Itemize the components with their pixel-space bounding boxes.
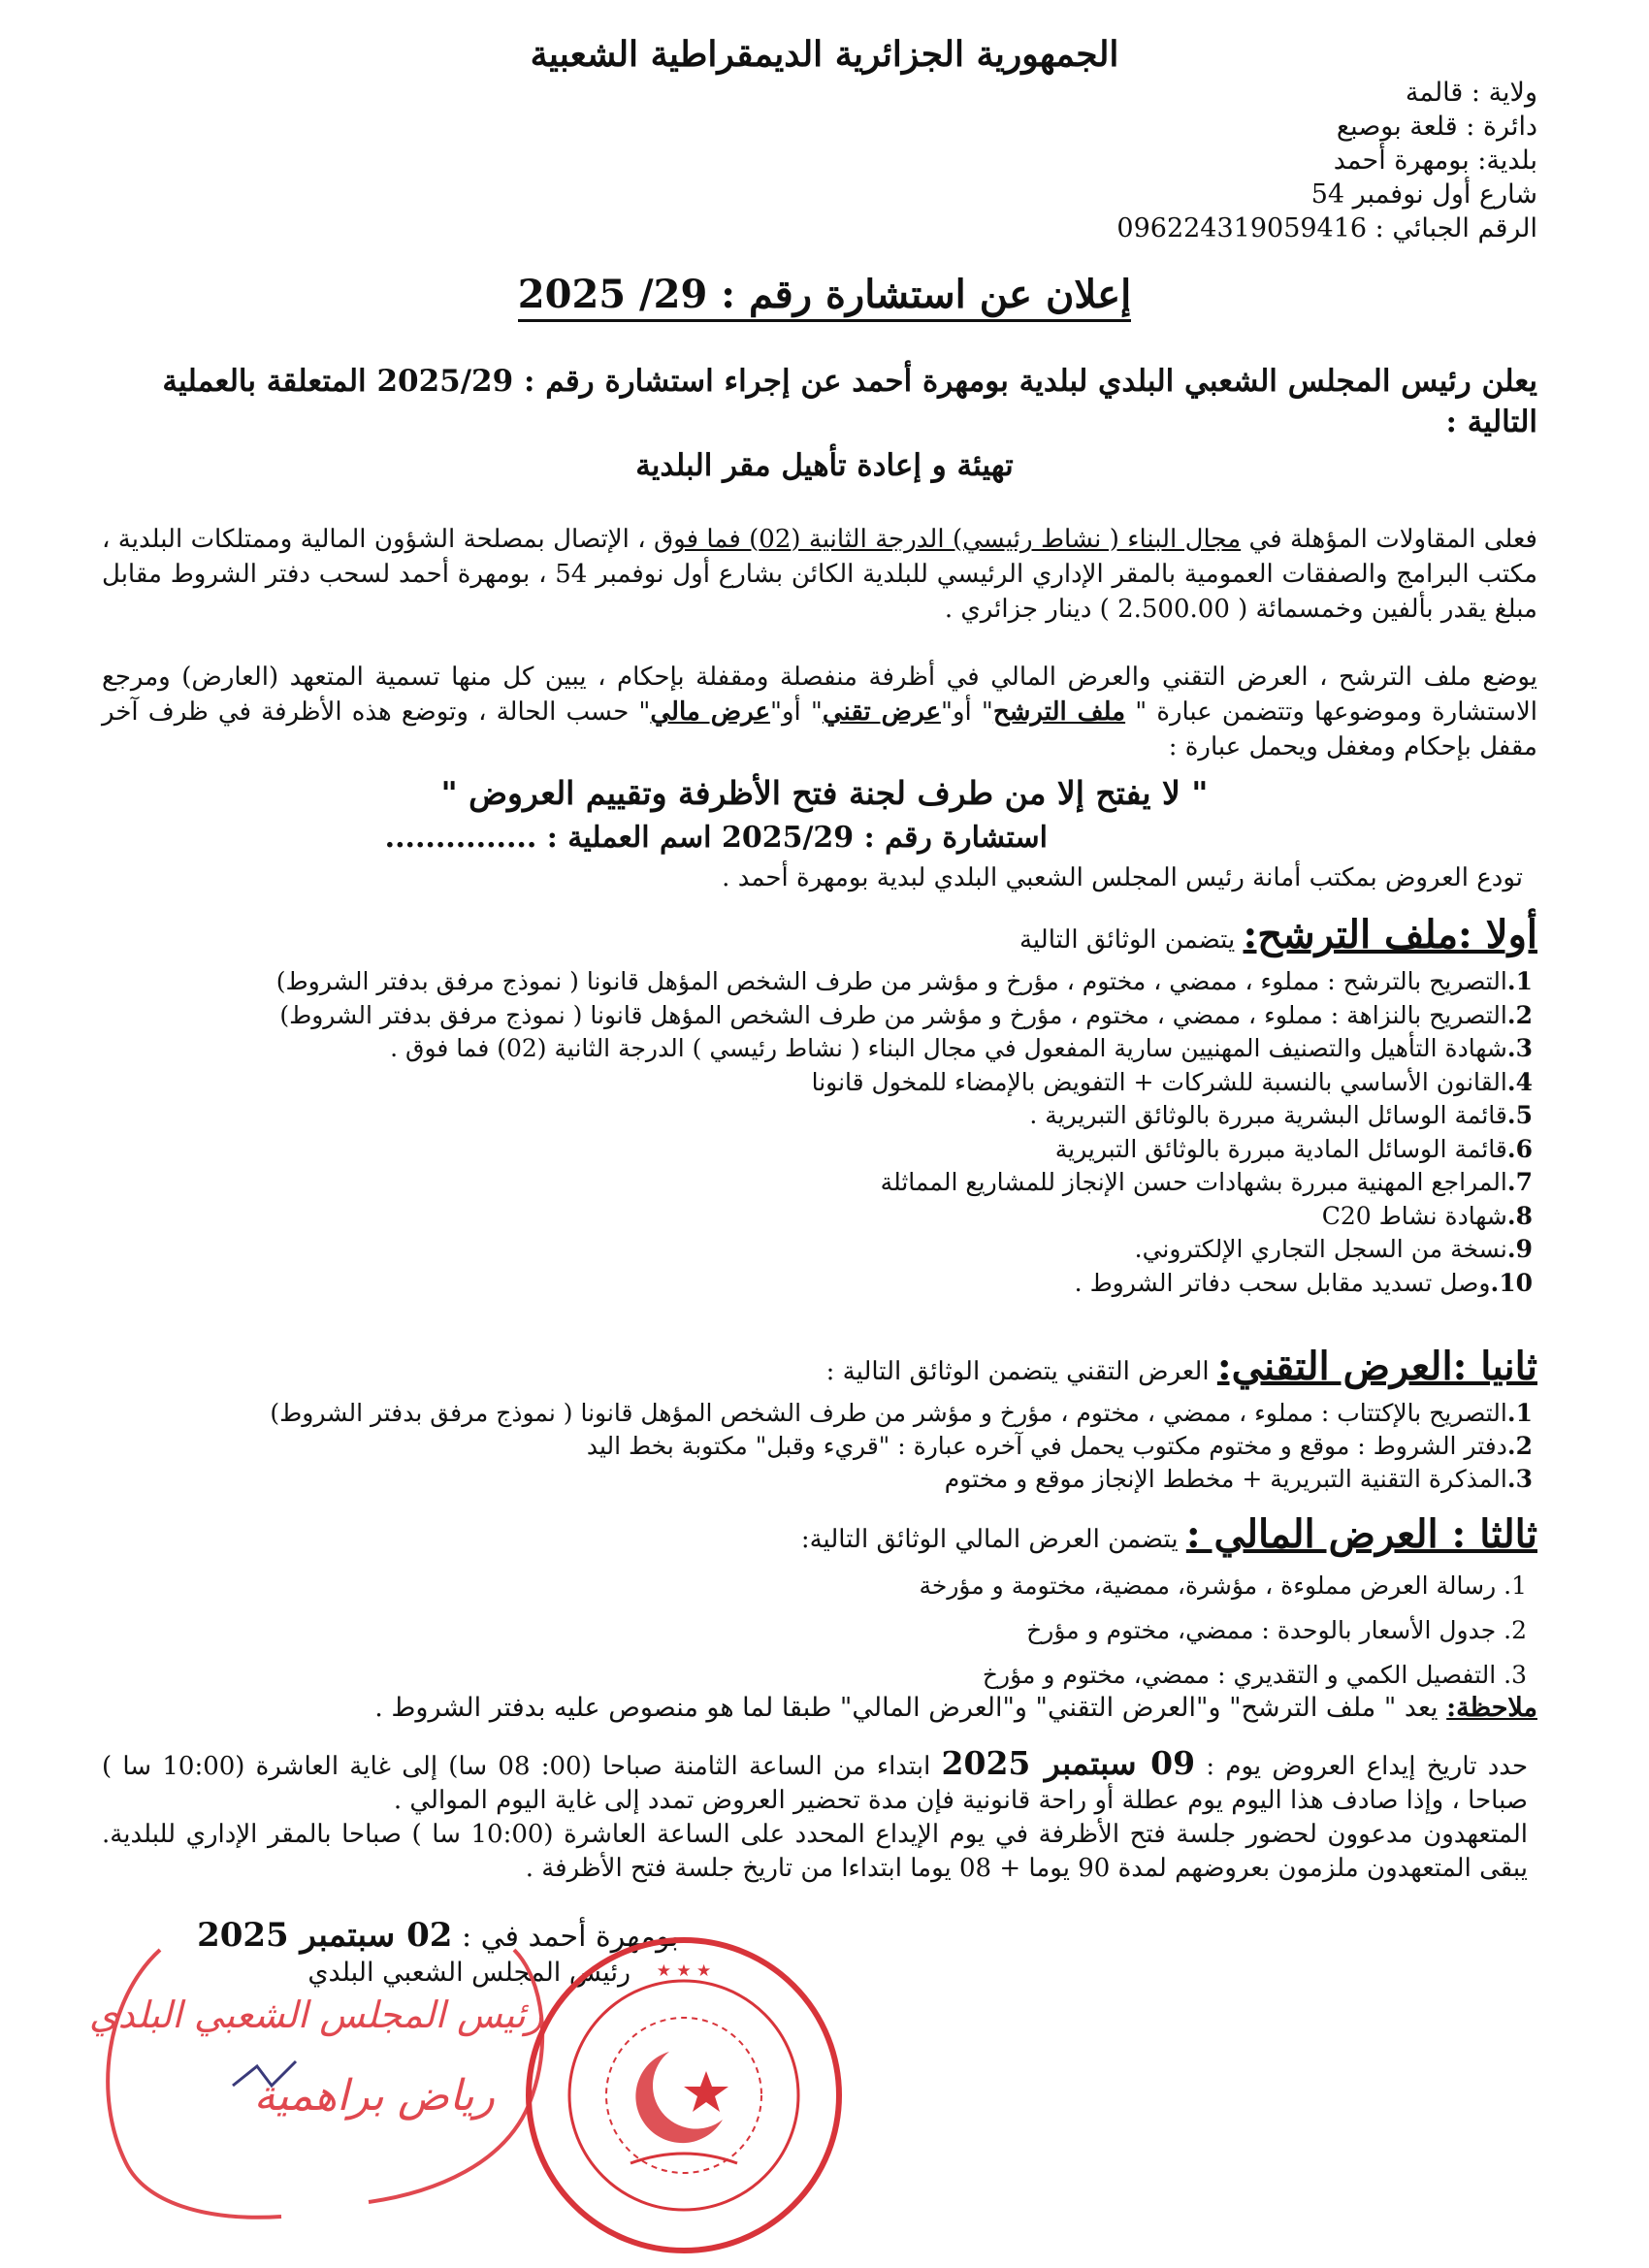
section-financial-heading <box>801 1511 1537 1557</box>
issuer-header <box>858 76 1537 245</box>
list-item <box>87 1267 1533 1301</box>
eligibility-text-a: فعلى المقاولات المؤهلة في <box>1241 525 1537 554</box>
note-text: يعد " ملف الترشح" و"العرض التقني" و"العرض المالي" طبقا لما هو منصوص عليه بدفتر الشروط . <box>374 1693 1447 1723</box>
note-line <box>374 1693 1537 1723</box>
list-item <box>87 1608 1533 1653</box>
item-number: 3. <box>1504 1661 1527 1689</box>
item-text: التفصيل الكمي و التقديري : ممضي، مختوم و مؤرخ <box>982 1661 1497 1689</box>
section-financial-sub: يتضمن العرض المالي الوثائق التالية: <box>800 1525 1179 1554</box>
list-item <box>87 1397 1533 1430</box>
item-number: 1. <box>1506 967 1533 995</box>
street-line: شارع أول نوفمبر 54 <box>1310 179 1537 210</box>
item-text: وصل تسديد مقابل سحب دفاتر الشروط . <box>1074 1268 1491 1297</box>
stamp-outer-ring <box>529 1940 839 2251</box>
item-text: القانون الأساسي بالنسبة للشركات + التفويض بالإمضاء للمخول قانونا <box>811 1067 1507 1096</box>
item-number: 7. <box>1506 1168 1533 1196</box>
candidacy-documents-list <box>87 965 1533 1300</box>
stamp-inner-ring <box>569 1981 798 2210</box>
official-stamp <box>514 1926 854 2265</box>
star-icon <box>684 2071 728 2112</box>
envelopes-text-g: " حسب الحالة ، وتوضع هذه الأظرفة في ظرف آخر مقفل بإحكام ومغفل ويحمل عبارة : <box>102 697 1537 761</box>
list-item <box>87 1430 1533 1463</box>
item-number: 3. <box>1506 1034 1533 1062</box>
section-technical-title: ثانيا :العرض التقني: <box>1216 1344 1537 1389</box>
announcement-title-wrap <box>0 272 1649 317</box>
item-text: جدول الأسعار بالوحدة : ممضي، مختوم و مؤرخ <box>1026 1616 1497 1644</box>
list-item <box>87 1653 1533 1698</box>
list-item <box>87 1066 1533 1100</box>
deadline-text-a: حدد تاريخ إيداع العروض يوم : <box>1195 1752 1529 1781</box>
item-text: التصريح بالإكتتاب : مملوء ، ممضي ، مختوم ، مؤرخ و مؤشر من طرف الشخص المؤهل قانونا ( نموذج مرفق بدفتر الشروط) <box>270 1399 1507 1427</box>
envelopes-text-e: " أو" <box>770 697 823 727</box>
item-text: التصريح بالنزاهة : مملوء ، ممضي ، مختوم ، مؤرخ و مؤشر من طرف الشخص المؤهل قانونا ( نموذج مرفق بدفتر الشروط) <box>279 1000 1507 1029</box>
signoff-date: 02 سبتمبر 2025 <box>197 1916 453 1955</box>
tax-id-line: الرقم الجبائي : 096224319059416 <box>1116 213 1537 243</box>
operation-name: تهيئة و إعادة تأهيل مقر البلدية <box>635 448 1014 483</box>
deadline-date: 09 سبتمبر 2025 <box>941 1744 1196 1782</box>
item-text: نسخة من السجل التجاري الإلكتروني. <box>1134 1235 1507 1263</box>
item-number: 6. <box>1506 1134 1533 1163</box>
deadline-text-c: ابتداء من الساعة الثامنة صباحا (00: 08 سا) إلى غاية العاشرة (10:00 سا ) صباحا ، وإذا صادف هذا اليوم يوم عطلة أو راحة قانونية فإن مدة تحضير العروض تمدد إلى غاية اليوم الموالي . <box>102 1752 1528 1815</box>
item-text: قائمة الوسائل المادية مبررة بالوثائق التبريرية <box>1054 1134 1507 1163</box>
envelope-label-candidacy: ملف الترشح <box>992 697 1126 727</box>
eligibility-text-c: ، الإتصال بمصلحة الشؤون المالية وممتلكات البلدية ، مكتب البرامج والصفقات العمومية بالمقر الإداري الرئيسي للبلدية الكائن بشارع أول نوفمبر 54 ، بومهرة أحمد لسحب دفتر الشروط مقابل مبلغ يقدر بألفين وخمسمائة ( 2.500.00 ) دينار جزائري . <box>102 525 1538 624</box>
deposit-instruction: تودع العروض بمكتب أمانة رئيس المجلس الشعبي البلدي لبدية بومهرة أحمد . <box>722 863 1523 892</box>
item-text: شهادة نشاط C20 <box>1321 1201 1507 1230</box>
section-financial-title: ثالثا : العرض المالي : <box>1185 1511 1537 1557</box>
republic-title: الجمهورية الجزائرية الديمقراطية الشعبية <box>530 34 1119 75</box>
item-number: 2. <box>1506 1432 1533 1460</box>
signature-line-1: رئيس المجلس الشعبي البلدي <box>88 1993 543 2036</box>
stamp-text: ★ ★ ★ <box>656 1961 712 1981</box>
signature-line-2: رياض براهمية <box>253 2071 495 2121</box>
signoff-president-title: رئيس المجلس الشعبي البلدي <box>307 1958 630 1988</box>
list-item <box>87 965 1533 999</box>
section-candidacy-sub: يتضمن الوثائق التالية <box>1018 925 1236 955</box>
stamp-emblem-ring <box>606 2018 761 2173</box>
list-item <box>87 1233 1533 1267</box>
deadline-paragraph <box>102 1746 1528 1886</box>
daira-line: دائرة : قلعة بوصبع <box>1336 112 1537 142</box>
item-number: 1. <box>1506 1399 1533 1427</box>
item-number: 9. <box>1506 1235 1533 1263</box>
list-item <box>87 1200 1533 1234</box>
item-number: 8. <box>1506 1201 1533 1230</box>
intro-paragraph: يعلن رئيس المجلس الشعبي البلدي لبلدية بومهرة أحمد عن إجراء استشارة رقم : 2025/29 المتعلقة بالعملية التالية : <box>162 364 1537 439</box>
item-number: 10. <box>1490 1268 1533 1297</box>
eligibility-field: مجال البناء ( نشاط رئيسي) الدرجة الثانية (02) فما فوق <box>653 525 1242 554</box>
section-candidacy-heading <box>1019 912 1537 957</box>
signoff-place: بومهرة أحمد في : <box>452 1920 679 1954</box>
item-text: قائمة الوسائل البشرية مبررة بالوثائق التبريرية . <box>1029 1101 1507 1129</box>
announcement-title: إعلان عن استشارة رقم : 29/ 2025 <box>518 272 1131 322</box>
item-text: التصريح بالترشح : مملوء ، ممضي ، مختوم ، مؤرخ و مؤشر من طرف الشخص المؤهل قانونا ( نموذج مرفق بدفتر الشروط) <box>275 967 1507 995</box>
envelope-label-financial: عرض مالي <box>650 697 771 727</box>
list-item <box>87 1564 1533 1608</box>
eligibility-paragraph <box>102 522 1537 627</box>
envelopes-text-a: يوضع ملف الترشح ، العرض التقني والعرض المالي في أظرفة منفصلة ومقفلة بإحكام ، يبين كل منها تسمية المتعهد (العارض) ومرجع الاستشارة وموضوعها وتتضمن عبارة " <box>102 663 1538 727</box>
item-number: 2. <box>1506 1000 1533 1029</box>
item-text: شهادة التأهيل والتصنيف المهنيين سارية المفعول في مجال البناء ( نشاط رئيسي ) الدرجة الثانية (02) فما فوق . <box>390 1034 1507 1062</box>
item-number: 2. <box>1504 1616 1527 1644</box>
note-label: ملاحظة: <box>1446 1693 1537 1723</box>
envelopes-paragraph <box>102 660 1537 764</box>
section-technical-heading <box>826 1344 1537 1389</box>
deadline-text-d: المتعهدون مدعوون لحضور جلسة فتح الأظرفة في يوم الإيداع المحدد على الساعة العاشرة (10:00 سا ) صباحا بالمقر الإداري للبلدية. يبقى المتعهدون ملزمون بعروضهم لمدة 90 يوما + 08 يوما ابتداءا من تاريخ جلسة فتح الأظرفة . <box>102 1820 1529 1883</box>
stamp-wreath <box>630 2154 737 2163</box>
item-number: 3. <box>1506 1465 1533 1493</box>
item-text: دفتر الشروط : موقع و مختوم مكتوب يحمل في آخره عبارة : "قريء وقبل" مكتوبة بخط اليد <box>586 1432 1507 1460</box>
section-technical-sub: العرض التقني يتضمن الوثائق التالية : <box>825 1357 1210 1386</box>
list-item <box>87 1133 1533 1167</box>
envelope-consultation-ref: استشارة رقم : 2025/29 اسم العملية : ............... <box>384 821 1048 855</box>
item-text: المراجع المهنية مبررة بشهادات حسن الإنجاز للمشاريع المماثلة <box>880 1168 1507 1196</box>
item-text: رسالة العرض مملوءة ، مؤشرة، ممضية، مختومة و مؤرخة <box>919 1571 1497 1600</box>
envelopes-text-c: " أو" <box>940 697 993 727</box>
item-number: 1. <box>1504 1571 1527 1600</box>
baladiya-line: بلدية: بومهرة أحمد <box>1333 146 1537 176</box>
wilaya-line: ولاية : قالمة <box>1405 78 1537 108</box>
list-item <box>87 1166 1533 1200</box>
list-item <box>87 1099 1533 1133</box>
envelope-inscription-quote: " لا يفتح إلا من طرف لجنة فتح الأظرفة وتقييم العروض " <box>440 774 1209 812</box>
envelope-label-technical: عرض تقني <box>822 697 941 727</box>
section-candidacy-title: أولا :ملف الترشح: <box>1243 912 1537 957</box>
item-number: 4. <box>1506 1067 1533 1096</box>
item-number: 5. <box>1506 1101 1533 1129</box>
list-item <box>87 1463 1533 1496</box>
financial-documents-list <box>87 1564 1533 1698</box>
list-item <box>87 1032 1533 1066</box>
technical-documents-list <box>87 1397 1533 1496</box>
list-item <box>87 999 1533 1033</box>
item-text: المذكرة التقنية التبريرية + مخطط الإنجاز موقع و مختوم <box>944 1465 1507 1493</box>
